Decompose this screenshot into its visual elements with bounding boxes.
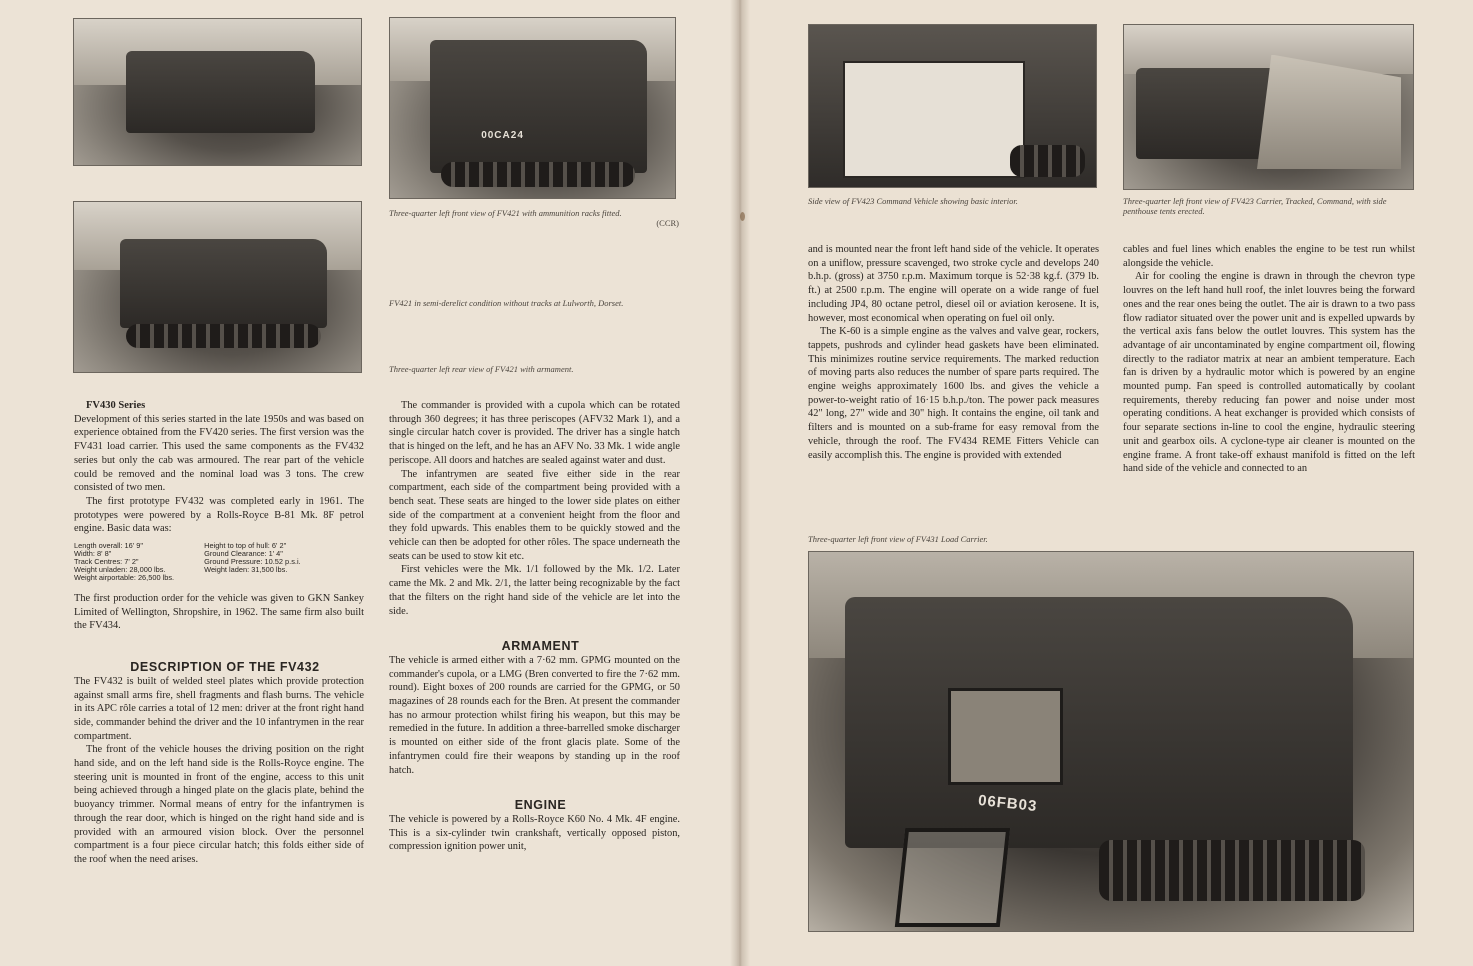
photo-fv421-semi-derelict xyxy=(73,18,362,166)
right-page xyxy=(737,0,1473,966)
basic-data-table xyxy=(74,542,364,582)
paragraph: and is mounted near the front left hand side of the vehicle. It operates on a uniflow, pressure scavenged, two stroke cycle and develops 240 b.h.p. (gross) at 3750 r.p.m. Maximum torque is 52·38 kg.f. (379 lb. ft.) at 2500 r.p.m. The engine will operate on a wide range of fuel including JP4, 80 octane petrol, diesel oil or aviation kerosene. It is, however, most economical when operating on fuel oil only. xyxy=(808,244,1099,324)
fv421-registration: 00CA24 xyxy=(481,129,524,141)
paragraph: The commander is provided with a cupola which can be rotated through 360 degrees; it has three periscopes (AFV32 Mark 1), and a single circular hatch cover is provided. The driver has a single hatch that is hinged on the left, and he has an AFV No. 33 Mk. 1 wide angle periscope. All doors and hatches are sealed against water and dust. xyxy=(389,400,680,466)
paragraph: Development of this series started in the late 1950s and was based on experience obtained from the FV420 series. The first version was the FV431 load carrier. This used the same components as the FV432 series but only the cab was armoured. The rear part of the vehicle could be removed and the nominal load was 3 tons. The crew consisted of two men. xyxy=(74,413,364,494)
caption-fv421-derelict: FV421 in semi-derelict condition without tracks at Lulworth, Dorset. xyxy=(389,298,624,308)
paper-stain xyxy=(740,212,745,221)
caption-fv423-front: Three-quarter left front view of FV423 Carrier, Tracked, Command, with side penthouse tents erected. xyxy=(1123,196,1387,216)
photo-fv423-side-interior xyxy=(808,24,1097,188)
basic-data-left: Length overall: 16' 9" Width: 8' 8" Track Centres: 7' 2" Weight unladen: 28,000 lbs. Weight airportable: 26,500 lbs. xyxy=(74,541,175,583)
series-title: FV430 Series xyxy=(86,400,146,411)
paragraph: The vehicle is armed either with a 7·62 mm. GPMG mounted on the commander's cupola, or a LMG (Bren converted to fire the 7·62 mm. round). Eight boxes of 200 rounds are carried for the GPMG, or 50 magazines of 28 rounds each for the Bren. At present the commander has no armour protection whilst firing his weapon, but this may be remedied in the future. In addition a three-barrelled smoke discharger is mounted on either side of the front glacis plate. Some of the infantrymen could fire their weapons by standing up in the roof hatch. xyxy=(389,654,680,776)
photo-credit: (CCR) xyxy=(656,218,679,228)
photo-fv431-load-carrier xyxy=(808,551,1414,932)
paragraph: The infantrymen are seated five either side in the rear compartment, each side of the compartment being provided with a bench seat. These seats are hinged to the lower side plates on either side of the compartment at a convenient height from the floor and they fold upwards. This enables them to be quickly stowed and the vehicle can then be adopted for other rôles. The space underneath the seats can be used to stow kit etc. xyxy=(389,468,680,562)
left-page-column-2 xyxy=(389,399,680,854)
paragraph: The FV432 is built of welded steel plates which provide protection against small arms fire, shell fragments and flash burns. The vehicle in its APC rôle carries a total of 12 men: driver at the front right hand side, commander behind the driver and the 10 infantrymen in the rear compartment. xyxy=(74,675,364,742)
photo-fv421-rear-armament xyxy=(73,201,362,373)
paragraph: The K-60 is a simple engine as the valves and valve gear, rockers, tappets, pushrods and cylinder head gaskets have been eliminated. This minimizes routine service requirements. The marked reduction of moving parts also reduces the number of spare parts required. The engine weighs approximately 1600 lbs. and gives the vehicle a power-to-weight ratio of 16·15 b.h.p./ton. The power pack measures 42" long, 27" wide and 30" high. It contains the engine, oil tank and filters and is mounted on a sub-frame for easy removal from the vehicle, through the roof. The FV434 REME Fitters Vehicle can easily accomplish this. The engine is provided with extended xyxy=(808,326,1099,461)
caption-fv421-rear: Three-quarter left rear view of FV421 with armament. xyxy=(389,364,574,374)
paragraph: The vehicle is powered by a Rolls-Royce K60 No. 4 Mk. 4F engine. This is a six-cylinder twin crankshaft, vertically opposed piston, compression ignition power unit, xyxy=(389,813,680,853)
paragraph: Air for cooling the engine is drawn in through the chevron type louvres on the left hand hull roof, the inlet louvres being the forward ones and the rear ones being the outlet. The air is drawn to a two pass flow radiator situated over the power unit and is expelled upwards by the vertical axis fans below the outlet louvres. This system has the advantage of air uncontaminated by engine compartment oil, flowing directly to the radiator matrix at near an ambient temperature. Each fan is driven by a hydraulic motor which is powered by an engine mounted pump. Fan speed is controlled automatically by coolant requirements, thereby reducing fan power and noise under most operating conditions. A heat exchanger is provided which consists of four separate sections in-line to cool the engine, hydraulic steering unit and gearbox oils. A cyclone-type air cleaner is mounted on the engine frame. A front take-off exhaust manifold is fitted on the left hand side of the vehicle and connected to an xyxy=(1123,271,1415,475)
fv431-registration: 06FB03 xyxy=(977,791,1039,815)
caption-fv423-side: Side view of FV423 Command Vehicle showing basic interior. xyxy=(808,196,1018,206)
book-gutter xyxy=(730,0,750,966)
section-heading-description: DESCRIPTION OF THE FV432 xyxy=(130,660,320,675)
right-page-column-2 xyxy=(1123,243,1415,476)
photo-fv421-ammo-racks xyxy=(389,17,676,199)
section-heading-engine: ENGINE xyxy=(514,798,567,813)
photo-fv423-penthouse-tents xyxy=(1123,24,1414,190)
paragraph: The first production order for the vehicle was given to GKN Sankey Limited of Wellington, Shropshire, in 1962. The same firm also built the FV434. xyxy=(74,593,364,632)
paragraph: cables and fuel lines which enables the engine to be test run whilst alongside the vehicle. xyxy=(1123,244,1415,269)
section-heading-armament: ARMAMENT xyxy=(501,639,580,654)
paragraph: First vehicles were the Mk. 1/1 followed by the Mk. 1/2. Later came the Mk. 2 and Mk. 2/1, the latter being recognizable by the fact that the filters on the right hand side of the vehicle are let into the side. xyxy=(389,564,680,617)
paragraph: The first prototype FV432 was completed early in 1961. The prototypes were powered by a Rolls-Royce B-81 Mk. 8F petrol engine. Basic data was: xyxy=(74,495,364,535)
paragraph: The front of the vehicle houses the driving position on the right hand side, and on the left hand side is the Rolls-Royce engine. The steering unit is mounted in front of the engine, access to this unit being achieved through a hinged plate on the glacis plate, behind the buoyancy trimmer. Normal means of entry for the infantrymen is through the rear door, which is hinged on the right hand side and is provided with an armoured vision block. Over the personnel compartment is a four piece circular hatch; this folds either side of the roof when the need arises. xyxy=(74,744,364,865)
basic-data-right: Height to top of hull: 6' 2" Ground Clearance: 1' 4" Ground Pressure: 10.52 p.s.i. Weight laden: 31,500 lbs. xyxy=(204,541,301,575)
caption-fv421-ammo: Three-quarter left front view of FV421 with ammunition racks fitted. (CCR) xyxy=(389,208,679,228)
caption-fv431-front: Three-quarter left front view of FV431 Load Carrier. xyxy=(808,534,988,544)
right-page-column-1 xyxy=(808,243,1099,462)
left-page-column-1 xyxy=(74,399,364,867)
